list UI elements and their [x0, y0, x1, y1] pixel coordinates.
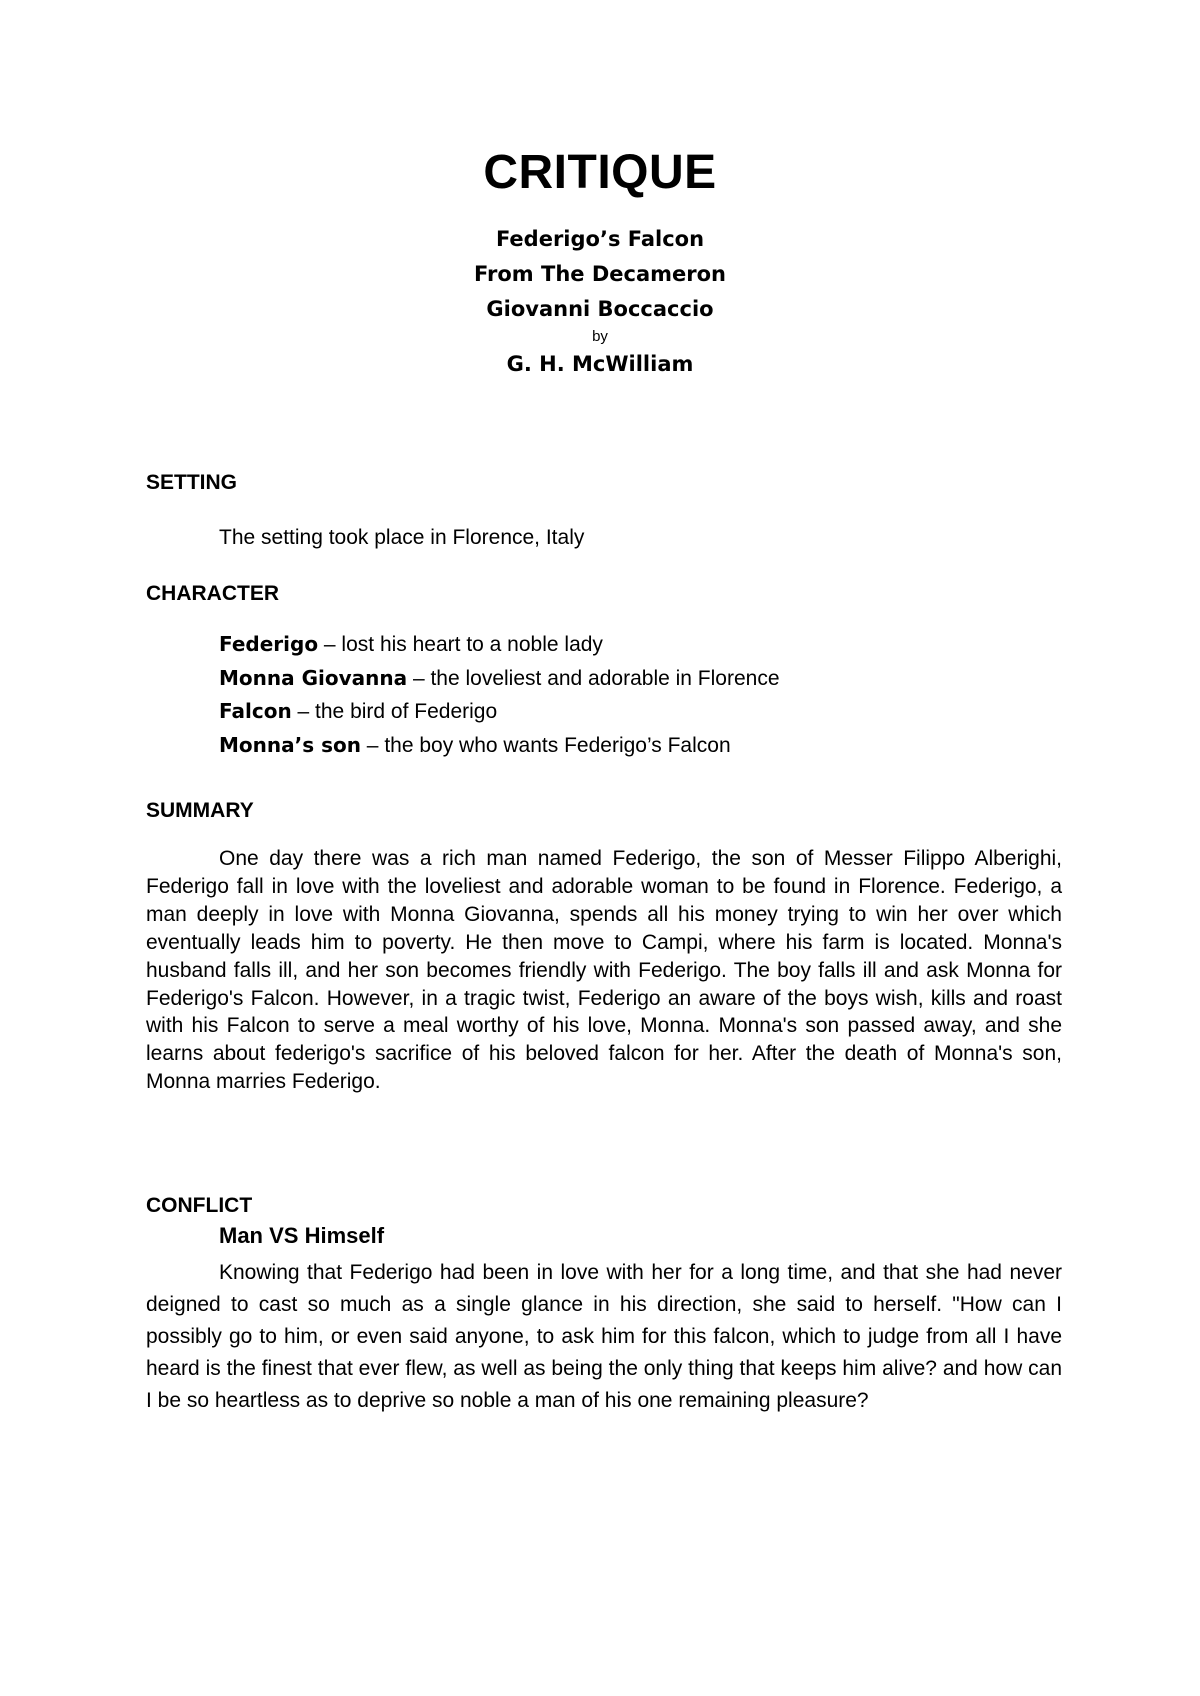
character-description: – the boy who wants Federigo’s Falcon — [360, 733, 731, 757]
story-title: Federigo’s Falcon — [495, 227, 705, 251]
title-block — [0, 222, 1200, 382]
conflict-paragraph: Knowing that Federigo had been in love with her for a long time, and that she had never deigned to cast so much as a single glance in his direction, she said to herself. "How can I possibly go to him, or even said anyone, to ask him for this falcon, which to judge from all I have heard is the finest that ever flew, as well as being the only thing that keeps him alive? and how can I be so heartless as to deprive so noble a man of his one remaining pleasure? — [146, 1261, 1062, 1412]
document-title: CRITIQUE — [483, 146, 717, 199]
conflict-heading: CONFLICT — [146, 1194, 253, 1217]
character-heading: CHARACTER — [146, 582, 279, 605]
by-label: by — [592, 328, 608, 345]
source-title: From The Decameron — [474, 262, 726, 286]
character-description: – lost his heart to a noble lady — [318, 633, 603, 656]
character-description: – the loveliest and adorable in Florence — [407, 666, 780, 690]
setting-heading: SETTING — [146, 471, 238, 494]
character-item — [219, 628, 1119, 662]
conflict-subheading: Man VS Himself — [219, 1223, 385, 1248]
character-name: Falcon — [219, 699, 292, 723]
character-name: Federigo — [219, 632, 319, 656]
character-description: – the bird of Federigo — [291, 700, 498, 723]
character-name: Monna’s son — [219, 732, 361, 757]
character-item — [219, 729, 1119, 763]
summary-paragraph: One day there was a rich man named Federigo, the son of Messer Filippo Alberighi, Federigo fall in love with the loveliest and adorable woman to be found in Florence. Federigo, a man deeply in love with Monna Giovanna, spends all his money trying to win her over which eventually leads him to poverty. He then move to Campi, where his farm is located. Monna's husband falls ill, and her son becomes friendly with Federigo. The boy falls ill and ask Monna for Federigo's Falcon. However, in a tragic twist, Federigo an aware of the boys wish, kills and roast with his Falcon to serve a meal worthy of his love, Monna. Monna's son passed away, and she learns about federigo's sacrifice of his beloved falcon for her. After the death of Monna's son, Monna marries Federigo. — [146, 847, 1062, 1094]
setting-text: The setting took place in Florence, Italy — [219, 526, 585, 549]
translator-name: G. H. McWilliam — [506, 352, 694, 376]
summary-heading: SUMMARY — [146, 799, 254, 822]
character-item — [219, 695, 1119, 729]
original-author: Giovanni Boccaccio — [486, 297, 714, 321]
character-list — [219, 628, 1119, 762]
character-name: Monna Giovanna — [219, 665, 408, 690]
character-item — [219, 662, 1119, 696]
